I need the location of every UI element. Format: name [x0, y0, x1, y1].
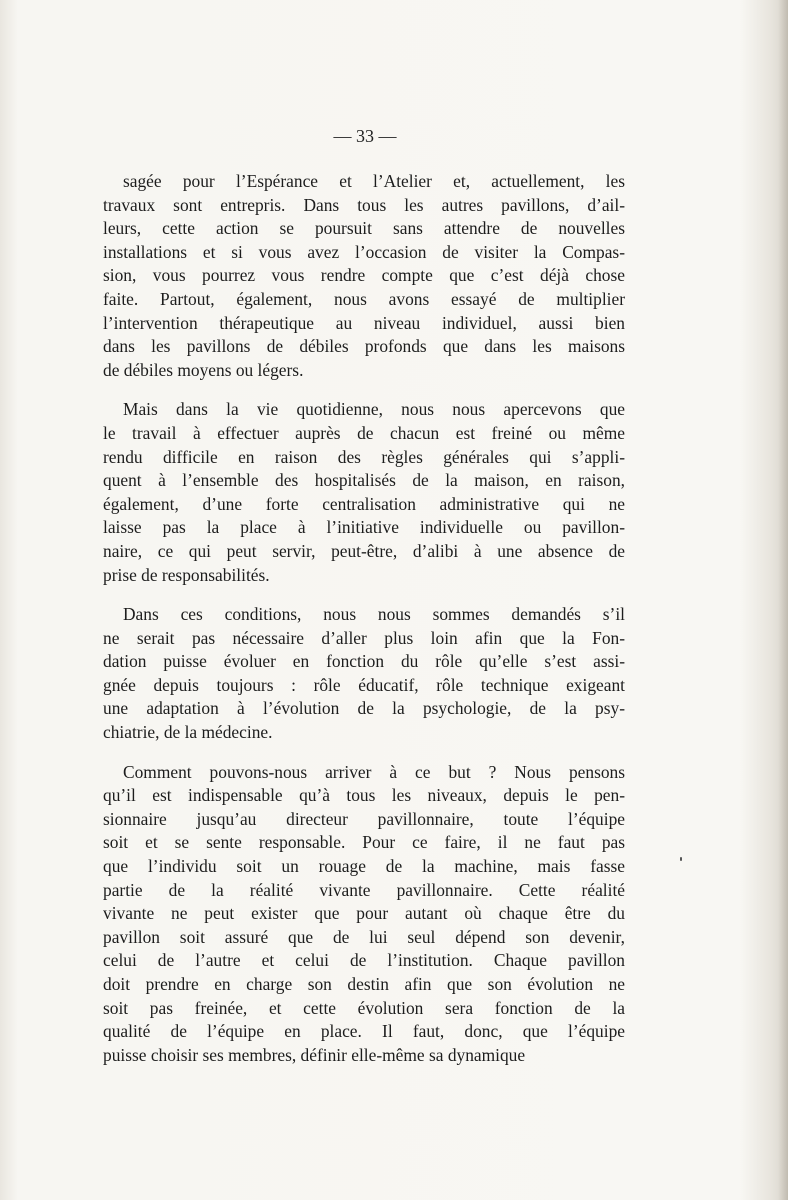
- text-line: quent à l’ensemble des hospitalisés de la maison, en raison,: [103, 470, 625, 491]
- body-text: [103, 170, 625, 1083]
- text-line: prise de responsabilités.: [103, 564, 270, 585]
- text-line: puisse choisir ses membres, définir elle-même sa dynamique: [103, 1044, 526, 1065]
- text-line: naire, ce qui peut servir, peut-être, d’alibi à une absence de: [103, 540, 625, 561]
- text-line: gnée depuis toujours : rôle éducatif, rôle technique exigeant: [103, 674, 625, 695]
- text-line: ne serait pas nécessaire d’aller plus loin afin que la Fon-: [103, 627, 625, 648]
- text-line: celui de l’autre et celui de l’institution. Chaque pavillon: [103, 950, 625, 971]
- text-line: une adaptation à l’évolution de la psychologie, de la psy-: [103, 698, 625, 719]
- text-line: leurs, cette action se poursuit sans attendre de nouvelles: [103, 218, 625, 239]
- text-line: soit pas freinée, et cette évolution sera fonction de la: [103, 997, 625, 1018]
- text-line: de débiles moyens ou légers.: [103, 359, 304, 380]
- text-line: vivante ne peut exister que pour autant où chaque être du: [103, 903, 625, 924]
- paragraph: [103, 603, 625, 745]
- text-line: Dans ces conditions, nous nous sommes demandés s’il: [123, 604, 625, 625]
- text-line: rendu difficile en raison des règles générales qui s’appli-: [103, 446, 625, 467]
- page-edge-shadow: [778, 0, 788, 1200]
- text-line: Comment pouvons-nous arriver à ce but ? Nous pensons: [123, 761, 625, 782]
- page-number: — 33 —: [333, 126, 397, 146]
- text-line: sionnaire jusqu’au directeur pavillonnaire, toute l’équipe: [103, 808, 625, 829]
- paragraph: [103, 761, 625, 1068]
- text-line: qualité de l’équipe en place. Il faut, donc, que l’équipe: [103, 1021, 625, 1042]
- text-line: travaux sont entrepris. Dans tous les autres pavillons, d’ail-: [103, 194, 625, 215]
- text-line: Mais dans la vie quotidienne, nous nous apercevons que: [123, 399, 625, 420]
- text-line: pavillon soit assuré que de lui seul dépend son devenir,: [103, 926, 625, 947]
- text-line: l’intervention thérapeutique au niveau individuel, aussi bien: [103, 312, 625, 333]
- text-line: faite. Partout, également, nous avons essayé de multiplier: [103, 288, 625, 309]
- text-line: doit prendre en charge son destin afin que son évolution ne: [103, 974, 625, 994]
- text-line: laisse pas la place à l’initiative individuelle ou pavillon-: [103, 517, 625, 538]
- text-line: qu’il est indispensable qu’à tous les niveaux, depuis le pen-: [103, 785, 625, 806]
- text-line: dans les pavillons de débiles profonds que dans les maisons: [103, 336, 625, 357]
- text-line: que l’individu soit un rouage de la machine, mais fasse: [103, 856, 625, 877]
- text-line: soit et se sente responsable. Pour ce faire, il ne faut pas: [103, 832, 625, 853]
- text-line: le travail à effectuer auprès de chacun est freiné ou même: [103, 422, 625, 443]
- text-line: sagée pour l’Espérance et l’Atelier et, actuellement, les: [123, 171, 625, 191]
- text-line: chiatrie, de la médecine.: [103, 722, 273, 743]
- text-line: sion, vous pourrez vous rendre compte que c’est déjà chose: [103, 265, 625, 286]
- paragraph: [103, 170, 625, 382]
- text-line: partie de la réalité vivante pavillonnaire. Cette réalité: [103, 879, 625, 900]
- paragraph: [103, 398, 625, 587]
- text-line: dation puisse évoluer en fonction du rôle qu’elle s’est assi-: [103, 651, 625, 672]
- text-line: également, d’une forte centralisation administrative qui ne: [103, 493, 625, 514]
- paper-speck: [680, 857, 682, 861]
- text-line: installations et si vous avez l’occasion de visiter la Compas-: [103, 241, 625, 262]
